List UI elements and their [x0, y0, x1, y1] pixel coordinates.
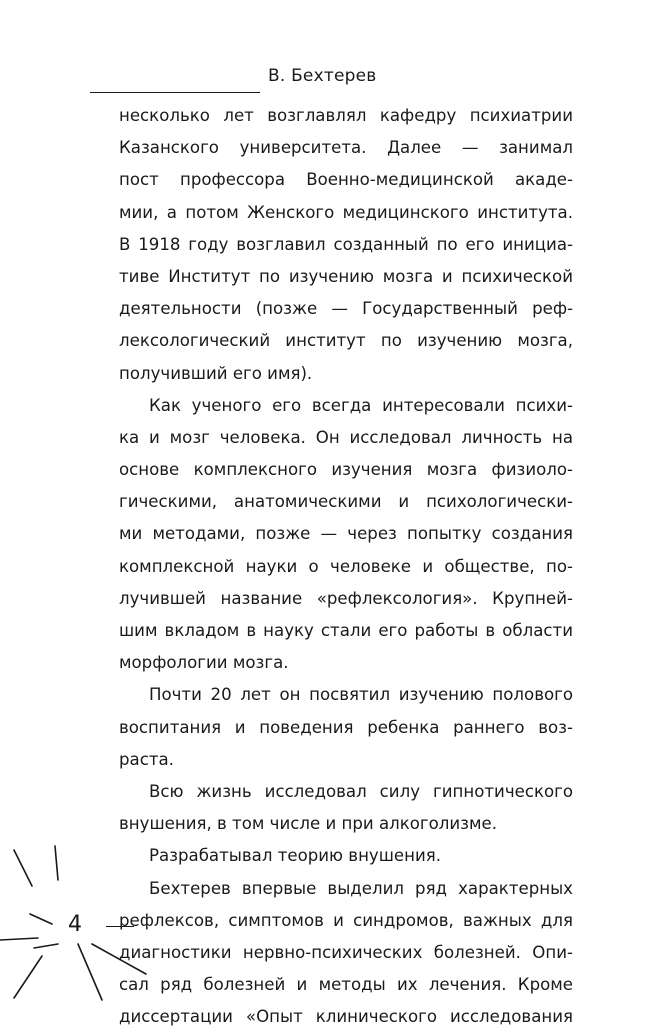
- header-rule: [90, 92, 260, 93]
- burst-ray: [55, 846, 58, 880]
- text-line: комплексной науки о человеке и обществе, по-: [119, 556, 573, 576]
- page-number: 4: [68, 912, 82, 937]
- paragraph-first-line: Бехтерев впервые выделил ряд характерных: [149, 878, 573, 898]
- text-line: тиве Институт по изучению мозга и психической: [119, 266, 573, 286]
- burst-ray: [30, 914, 52, 924]
- text-line: пост профессора Военно-медицинской акаде-: [119, 170, 573, 190]
- text-line: ми методами, позже — через попытку создания: [119, 524, 573, 544]
- text-line: внушения, в том числе и при алкоголизме.: [119, 814, 498, 834]
- text-line: шим вкладом в науку стали его работы в области: [119, 621, 573, 640]
- text-line: диссертации «Опыт клинического исследования: [119, 1007, 573, 1027]
- page-number-dash: [106, 926, 134, 927]
- paragraph-first-line: Всю жизнь исследовал силу гипнотического: [149, 781, 573, 801]
- text-line: раста.: [119, 749, 174, 769]
- text-line: морфологии мозга.: [119, 653, 289, 673]
- burst-ray: [34, 944, 58, 948]
- text-line: получивший его имя).: [119, 363, 313, 383]
- text-line: В 1918 году возглавил созданный по его инициа-: [119, 234, 573, 254]
- text-line: воспитания и поведения ребенка раннего воз-: [119, 717, 573, 737]
- paragraph-first-line: Почти 20 лет он посвятил изучению полового: [149, 685, 573, 705]
- text-line: лучившей название «рефлексология». Крупней-: [119, 588, 573, 608]
- text-line: ка и мозг человека. Он исследовал личность на: [119, 427, 573, 447]
- text-line: гическими, анатомическими и психологически-: [119, 492, 573, 512]
- text-line: рефлексов, симптомов и синдромов, важных для: [119, 910, 573, 930]
- burst-ray: [92, 944, 146, 974]
- text-line: сал ряд болезней и методы их лечения. Кроме: [119, 975, 573, 995]
- text-line: мии, а потом Женского медицинского института.: [119, 202, 573, 222]
- running-header-author: В. Бехтерев: [268, 66, 377, 86]
- text-line: несколько лет возглавлял кафедру психиатрии: [119, 106, 573, 125]
- burst-ray: [14, 850, 32, 886]
- decorative-burst: [0, 840, 200, 1001]
- text-line: основе комплексного изучения мозга физиоло-: [119, 460, 573, 480]
- text-line: диагностики нервно-психических болезней. Опи-: [119, 942, 573, 962]
- text-line: лексологический институт по изучению мозга,: [119, 331, 573, 351]
- burst-ray: [78, 944, 102, 1000]
- text-line: Казанского университета. Далее — занимал: [119, 138, 573, 158]
- paragraph-first-line: Как ученого его всегда интересовали психи-: [149, 395, 573, 415]
- burst-ray: [14, 956, 42, 998]
- text-line: деятельности (позже — Государственный реф-: [119, 299, 573, 319]
- burst-ray: [0, 938, 38, 940]
- paragraph-first-line: Разрабатывал теорию внушения.: [149, 846, 442, 866]
